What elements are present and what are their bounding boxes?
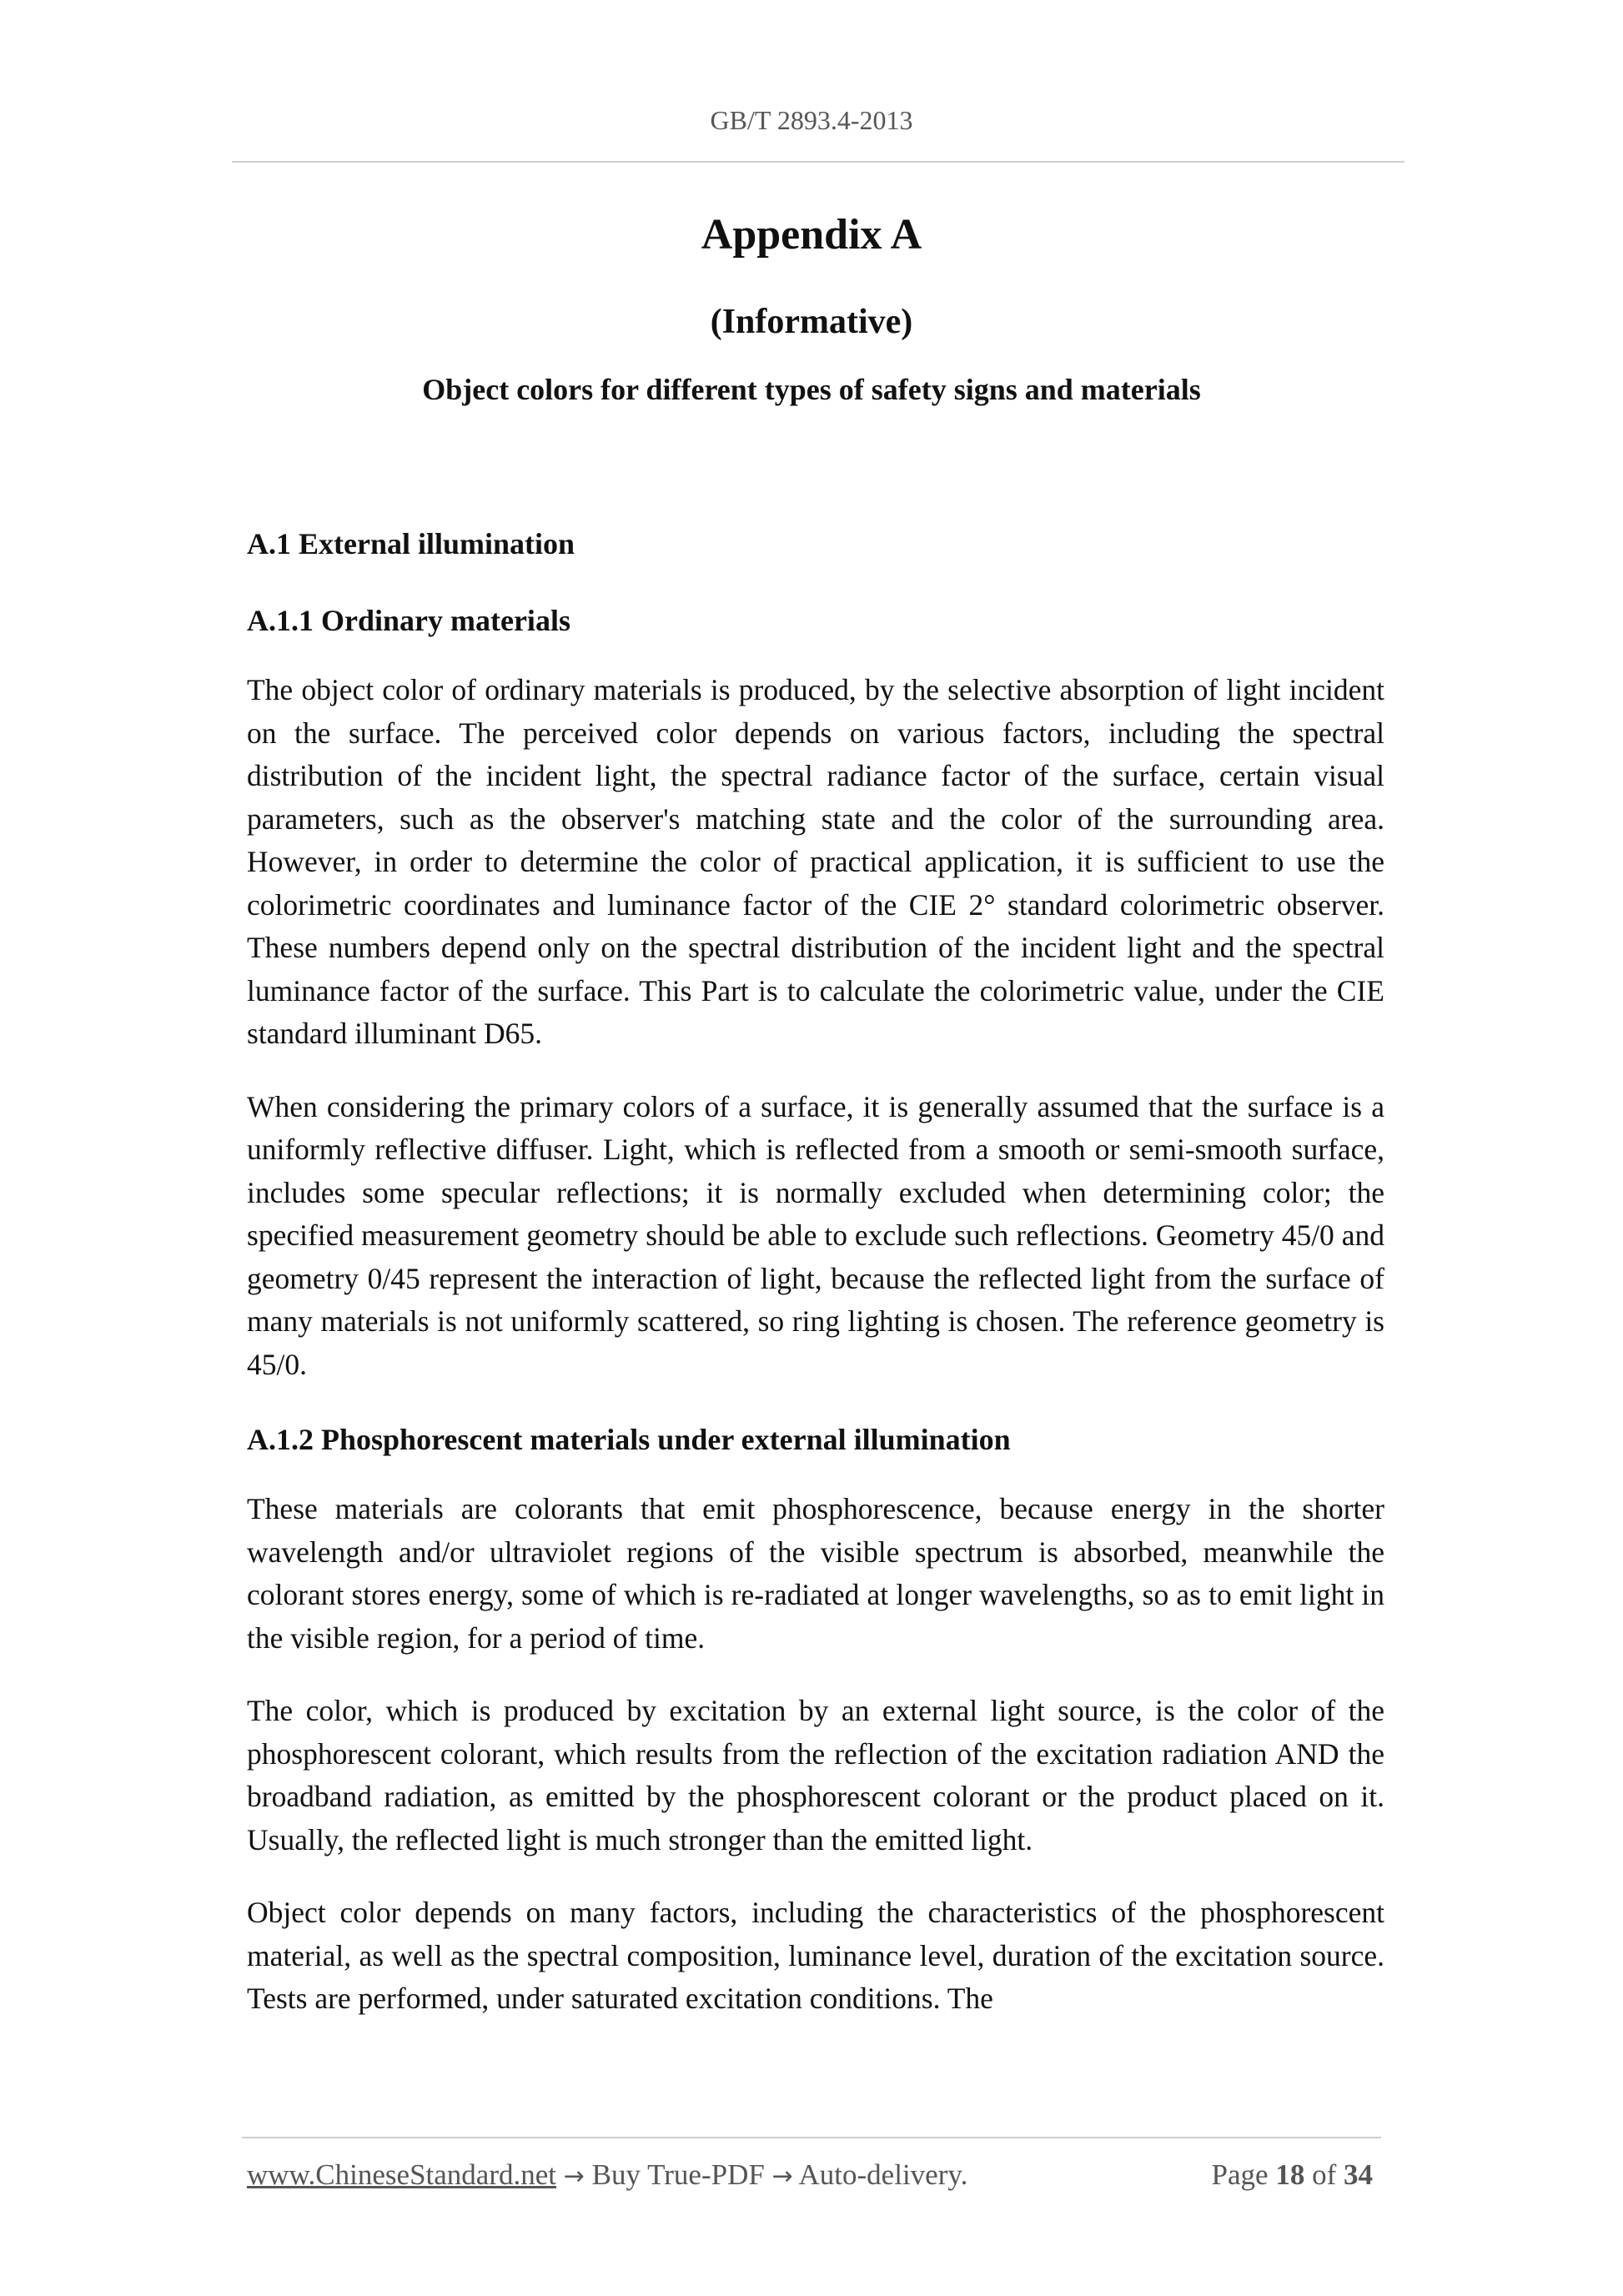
footer-promo	[247, 2158, 967, 2192]
paragraph-phosphorescent-1: These materials are colorants that emit phosphorescence, because energy in the shorter wavelength and/or ultraviolet regions of the visible spectrum is absorbed, meanwhile the colorant stores energy, some of which is re-radiated at longer wavelengths, so as to emit light in the visible region, for a period of time.	[247, 1492, 1384, 1655]
appendix-caption: Object colors for different types of safety signs and materials	[422, 373, 1201, 406]
buy-text: Buy True-PDF	[591, 2158, 765, 2191]
page-indicator	[1212, 2158, 1373, 2192]
paragraph-phosphorescent-3: Object color depends on many factors, including the characteristics of the phosphorescent material, as well as the spectral composition, luminance level, duration of the excitation source. Tests are performed, under saturated excitation conditions. The	[247, 1896, 1384, 2015]
running-header: GB/T 2893.4-2013	[710, 105, 913, 135]
paragraph-ordinary-materials-2: When considering the primary colors of a surface, it is generally assumed that the surface is a uniformly reflective diffuser. Light, which is reflected from a smooth or semi-smooth surface, includes some specular reflections; it is normally excluded when determining color; the specified measurement geometry should be able to exclude such reflections. Geometry 45/0 and geometry 0/45 represent the interaction of light, because the reflected light from the surface of many materials is not uniformly scattered, so ring lighting is chosen. The reference geometry is 45/0.	[247, 1089, 1384, 1381]
paragraph-ordinary-materials-1: The object color of ordinary materials is produced, by the selective absorption of light incident on the surface. The perceived color depends on various factors, including the spectral distribution of the incident light, the spectral radiance factor of the surface, certain visual parameters, such as the observer's matching state and the color of the surrounding area. However, in order to determine the color of practical application, it is sufficient to use the colorimetric coordinates and luminance factor of the CIE 2° standard colorimetric observer. These numbers depend only on the spectral distribution of the incident light and the spectral luminance factor of the surface. This Part is to calculate the colorimetric value, under the CIE standard illuminant D65.	[247, 673, 1384, 1050]
total-pages-number: 34	[1344, 2158, 1373, 2191]
appendix-subtitle: (Informative)	[710, 303, 913, 341]
arrow-right-icon: →	[563, 2162, 585, 2191]
of-word: of	[1312, 2158, 1337, 2191]
appendix-title: Appendix A	[701, 211, 922, 259]
header-divider	[232, 161, 1404, 163]
site-link[interactable]: www.ChineseStandard.net	[247, 2158, 556, 2191]
section-heading-a1-1: A.1.1 Ordinary materials	[247, 604, 570, 637]
section-heading-a1: A.1 External illumination	[247, 527, 575, 560]
current-page-number: 18	[1275, 2158, 1305, 2191]
document-body	[247, 520, 1384, 2051]
page-word: Page	[1211, 2158, 1269, 2191]
paragraph-phosphorescent-2: The color, which is produced by excitation by an external light source, is the color of the phosphorescent colorant, which results from the reflection of the excitation radiation AND the broadband radiation, as emitted by the phosphorescent colorant or the product placed on it. Usually, the reflected light is much stronger than the emitted light.	[247, 1694, 1384, 1856]
arrow-right-icon: →	[771, 2162, 793, 2191]
delivery-text: Auto-delivery.	[798, 2158, 968, 2191]
section-heading-a1-2: A.1.2 Phosphorescent materials under external illumination	[247, 1423, 1011, 1456]
footer-divider	[242, 2137, 1381, 2138]
